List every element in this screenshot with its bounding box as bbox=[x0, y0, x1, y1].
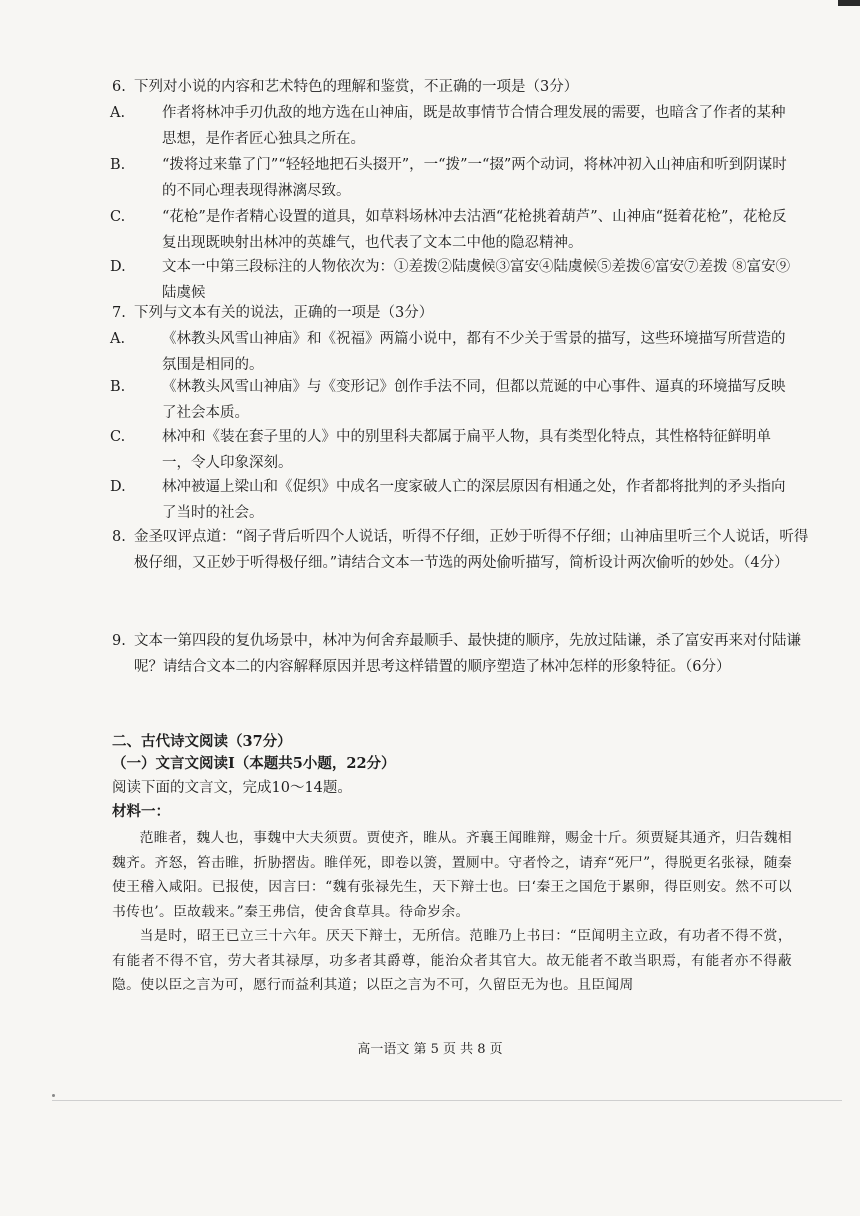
material-label: 材料一： bbox=[112, 803, 170, 820]
section-heading: 二、古代诗文阅读（37分） bbox=[112, 733, 292, 750]
question-9: 9. 文本一第四段的复仇场景中，林冲为何舍弃最顺手、最快捷的顺序，先放过陆谦，杀了富安再来对付陆谦呢？请结合文本二的内容解释原因并思考这样错置的顺序塑造了林冲怎样的形象特征。（6分） bbox=[112, 633, 801, 675]
classical-paragraph-1: 范睢者，魏人也，事魏中大夫须贾。贾使齐，睢从。齐襄王闻睢辩，赐金十斤。须贾疑其通齐，归告魏相魏齐。齐怒，笞击睢，折胁摺齿。睢佯死，即卷以箦，置厕中。守者怜之，请弃“死尸”，得脱更名张禄，随秦使王稽入咸阳。已报使，因言曰：“魏有张禄先生，天下辩士也。曰‘秦王之国危于累卵，得臣则安。然不可以书传也’。臣故载来。”秦王弗信，使舍食草具。待命岁余。 bbox=[112, 830, 792, 920]
question-6-option-d: D. 文本一中第三段标注的人物依次为：①差拨②陆虞候③富安④陆虞候⑤差拨⑥富安⑦差拨 ⑧富安⑨陆虞候 bbox=[110, 259, 791, 301]
question-7-option-a: A. 《林教头风雪山神庙》和《祝福》两篇小说中，都有不少关于雪景的描写，这些环境描写所营造的氛围是相同的。 bbox=[110, 331, 786, 373]
scan-dot bbox=[52, 1094, 55, 1097]
question-7-option-b: B. 《林教头风雪山神庙》与《变形记》创作手法不同，但都以荒诞的中心事件、逼真的环境描写反映了社会本质。 bbox=[110, 379, 786, 421]
question-7-option-c: C. 林冲和《装在套子里的人》中的别里科夫都属于扁平人物，具有类型化特点，其性格特征鲜明单一，令人印象深刻。 bbox=[110, 429, 771, 471]
reading-instruction: 阅读下面的文言文，完成10～14题。 bbox=[112, 780, 352, 796]
page-footer: 高一语文 第 5 页 共 8 页 bbox=[357, 1042, 503, 1057]
subsection-heading: （一）文言文阅读I（本题共5小题，22分） bbox=[112, 755, 396, 772]
classical-paragraph-2: 当是时，昭王已立三十六年。厌天下辩士，无所信。范睢乃上书曰：“臣闻明主立政，有功者不得不赏，有能者不得不官，劳大者其禄厚，功多者其爵尊，能治众者其官大。故无能者不敢当职焉，有能者亦不得蔽隐。使以臣之言为可，愿行而益利其道；以臣之言为不可，久留臣无为也。且臣闻周 bbox=[112, 928, 792, 993]
question-6-option-b: B. “拨将过来靠了门”“轻轻地把石头掇开”，一“拨”一“掇”两个动词，将林冲初入山神庙和听到阴谋时的不同心理表现得淋漓尽致。 bbox=[110, 157, 787, 199]
corner-mark bbox=[838, 0, 860, 6]
scan-edge-line bbox=[52, 1100, 842, 1101]
question-7-stem: 7. 下列与文本有关的说法，正确的一项是（3分） bbox=[112, 305, 434, 321]
question-6-stem: 6. 下列对小说的内容和艺术特色的理解和鉴赏，不正确的一项是（3分） bbox=[112, 79, 579, 95]
question-6-option-a: A. 作者将林冲手刃仇敌的地方选在山神庙，既是故事情节合情合理发展的需要，也暗含了作者的某种思想，是作者匠心独具之所在。 bbox=[110, 105, 786, 147]
classical-text bbox=[112, 826, 792, 998]
question-7-option-d: D. 林冲被逼上梁山和《促织》中成名一度家破人亡的深层原因有相通之处，作者都将批判的矛头指向了当时的社会。 bbox=[110, 479, 786, 521]
question-8: 8. 金圣叹评点道：“阁子背后听四个人说话，听得不仔细，正妙于听得不仔细；山神庙里听三个人说话，听得极仔细，又正妙于听得极仔细。”请结合文本一节选的两处偷听描写，简析设计两次偷听的妙处。（4分） bbox=[112, 529, 809, 571]
question-6-option-c: C. “花枪”是作者精心设置的道具，如草料场林冲去沽酒“花枪挑着葫芦”、山神庙“挺着花枪”，花枪反复出现既映射出林冲的英雄气，也代表了文本二中他的隐忍精神。 bbox=[110, 209, 787, 251]
